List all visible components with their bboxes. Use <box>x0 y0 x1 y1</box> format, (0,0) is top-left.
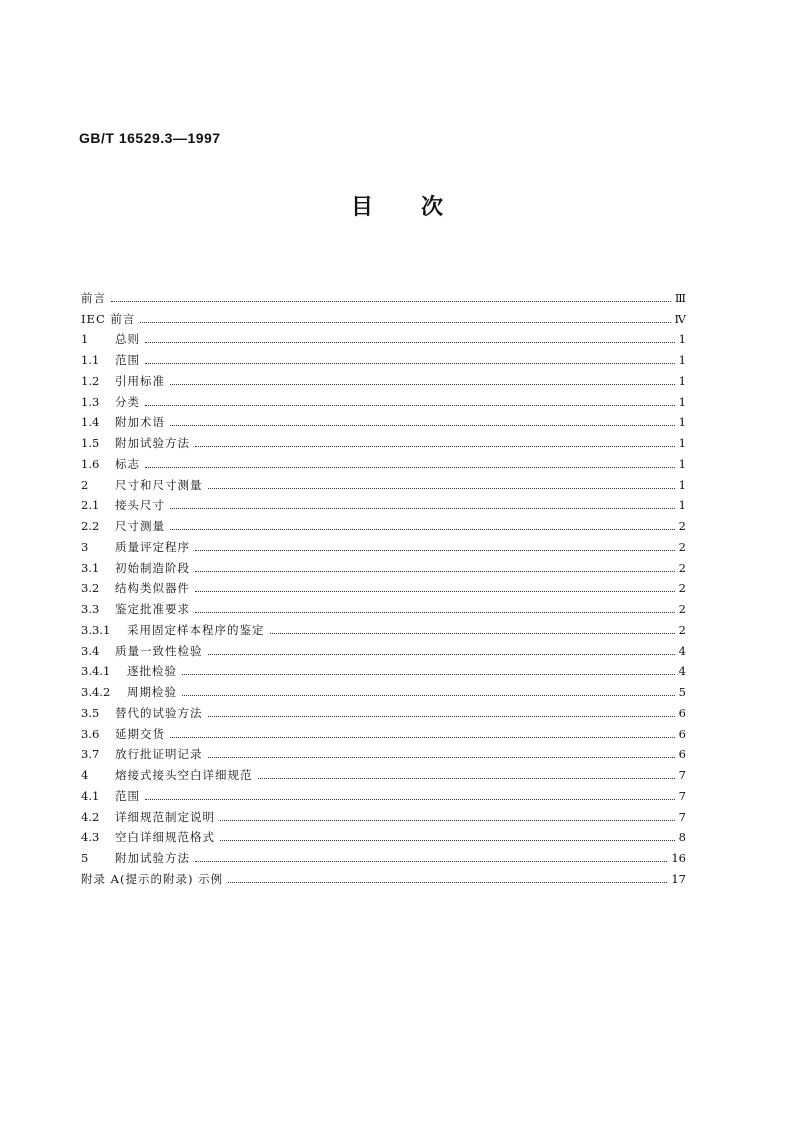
toc-entry[interactable] <box>81 678 686 699</box>
toc-entry-page: 1 <box>678 456 686 471</box>
toc-entry-label: 鉴定批准要求 <box>115 602 190 616</box>
toc-entry[interactable] <box>81 741 686 762</box>
dot-leader <box>170 737 675 738</box>
toc-entry-label: 前言 <box>81 290 106 305</box>
toc-entry-label: 质量评定程序 <box>115 539 190 554</box>
toc-entry-label: 采用固定样本程序的鉴定 <box>127 622 265 637</box>
toc-entry-number: 3.1 <box>81 560 100 575</box>
toc-entry-page: 7 <box>678 809 686 824</box>
toc-entry-page: 2 <box>678 602 686 616</box>
dot-leader <box>170 425 675 426</box>
toc-entry[interactable] <box>81 720 686 741</box>
toc-entry-label: 放行批证明记录 <box>115 747 203 762</box>
toc-entry-number: 1.1 <box>81 353 100 367</box>
toc-entry-number: 3.4.2 <box>81 685 111 699</box>
toc-entry[interactable] <box>81 367 686 388</box>
dot-leader <box>140 322 670 323</box>
toc-entry[interactable] <box>81 388 686 409</box>
dot-leader <box>270 633 675 634</box>
dot-leader <box>170 508 675 509</box>
dot-leader <box>170 384 675 385</box>
toc-entry-number: 3.3 <box>81 602 100 616</box>
toc-entry-label: 尺寸测量 <box>115 519 165 533</box>
toc-entry-label: 质量一致性检验 <box>115 643 203 658</box>
toc-entry-number: 4.2 <box>81 809 100 824</box>
toc-entry-number: 3.6 <box>81 726 100 741</box>
toc-entry-number: 1.5 <box>81 436 100 450</box>
toc-entry-page: 6 <box>678 705 686 720</box>
toc-entry-page: 5 <box>678 685 686 699</box>
toc-entry-label: 延期交货 <box>115 726 165 741</box>
dot-leader <box>208 757 675 758</box>
toc-entry-number: 3.2 <box>81 581 100 596</box>
dot-leader <box>195 861 667 862</box>
dot-leader <box>145 467 675 468</box>
toc-entry-label: 尺寸和尺寸测量 <box>115 477 203 492</box>
title-char-1: 目 <box>350 195 373 220</box>
toc-entry-number: 3.3.1 <box>81 622 111 637</box>
toc-entry-page: 17 <box>671 871 686 886</box>
toc-entry-number: 4.1 <box>81 788 100 803</box>
toc-entry-number: 1.2 <box>81 373 100 388</box>
dot-leader <box>220 820 675 821</box>
dot-leader <box>145 799 675 800</box>
dot-leader <box>182 695 675 696</box>
dot-leader <box>195 612 675 613</box>
toc-entry-page: Ⅳ <box>674 311 686 326</box>
toc-entry[interactable] <box>81 326 686 347</box>
toc-entry-number: 2.1 <box>81 498 100 513</box>
table-of-contents <box>81 284 686 886</box>
toc-entry[interactable] <box>81 824 686 845</box>
dot-leader <box>145 363 675 364</box>
toc-entry[interactable] <box>81 658 686 679</box>
dot-leader <box>111 301 671 302</box>
toc-entry-page: 2 <box>678 581 686 596</box>
toc-entry-page: 2 <box>678 560 686 575</box>
toc-entry-page: 1 <box>678 477 686 492</box>
dot-leader <box>228 882 667 883</box>
toc-entry-label: 附加术语 <box>115 415 165 430</box>
toc-entry[interactable] <box>81 305 686 326</box>
toc-entry-label: 范围 <box>115 788 140 803</box>
toc-entry[interactable] <box>81 865 686 886</box>
toc-entry-page: 2 <box>678 519 686 533</box>
toc-entry[interactable] <box>81 595 686 616</box>
toc-entry-label: 详细规范制定说明 <box>115 809 215 824</box>
toc-entry-page: 2 <box>678 622 686 637</box>
toc-entry[interactable] <box>81 512 686 533</box>
toc-entry-page: 1 <box>678 373 686 388</box>
dot-leader <box>195 446 675 447</box>
toc-entry-label: 分类 <box>115 394 140 409</box>
dot-leader <box>195 571 675 572</box>
toc-entry-number: 1.4 <box>81 415 100 430</box>
dot-leader <box>182 674 675 675</box>
dot-leader <box>195 550 675 551</box>
toc-entry-page: 4 <box>678 664 686 679</box>
toc-entry-number: 4 <box>81 768 89 782</box>
toc-entry-page: 6 <box>678 747 686 762</box>
toc-entry[interactable] <box>81 554 686 575</box>
toc-entry[interactable] <box>81 429 686 450</box>
toc-entry-page: 7 <box>678 788 686 803</box>
toc-entry[interactable] <box>81 450 686 471</box>
toc-entry-page: 7 <box>678 768 686 782</box>
toc-entry-label: 引用标准 <box>115 373 165 388</box>
toc-entry[interactable] <box>81 284 686 305</box>
toc-entry[interactable] <box>81 761 686 782</box>
toc-entry-label: 附加试验方法 <box>115 436 190 450</box>
toc-entry-number: 4.3 <box>81 830 100 845</box>
toc-entry-label: 替代的试验方法 <box>115 705 203 720</box>
toc-entry-label: 范围 <box>115 353 140 367</box>
toc-entry-number: 3.4 <box>81 643 100 658</box>
dot-leader <box>208 654 675 655</box>
toc-entry-number: 3.7 <box>81 747 100 762</box>
toc-entry-page: 1 <box>678 394 686 409</box>
toc-entry-page: 6 <box>678 726 686 741</box>
toc-entry-page: Ⅲ <box>674 290 686 305</box>
toc-entry-label: 初始制造阶段 <box>115 560 190 575</box>
dot-leader <box>195 591 675 592</box>
toc-entry[interactable] <box>81 409 686 430</box>
toc-entry-label: IEC 前言 <box>81 311 136 326</box>
dot-leader <box>145 405 675 406</box>
toc-entry[interactable] <box>81 471 686 492</box>
toc-entry-page: 1 <box>678 332 686 347</box>
toc-entry-label: 熔接式接头空白详细规范 <box>115 768 253 782</box>
toc-entry-page: 1 <box>678 436 686 450</box>
toc-entry-label: 附加试验方法 <box>115 851 190 865</box>
toc-entry-number: 1 <box>81 332 89 347</box>
dot-leader <box>258 778 675 779</box>
toc-entry[interactable] <box>81 346 686 367</box>
toc-entry-label: 附录 A(提示的附录) 示例 <box>81 871 224 886</box>
toc-entry[interactable] <box>81 575 686 596</box>
toc-entry[interactable] <box>81 492 686 513</box>
toc-entry-number: 2.2 <box>81 519 100 533</box>
toc-entry-label: 接头尺寸 <box>115 498 165 513</box>
toc-entry[interactable] <box>81 782 686 803</box>
toc-entry[interactable] <box>81 637 686 658</box>
dot-leader <box>170 529 675 530</box>
toc-entry-page: 1 <box>678 415 686 430</box>
standard-code: GB/T 16529.3—1997 <box>79 130 221 146</box>
toc-entry[interactable] <box>81 533 686 554</box>
toc-entry-number: 3.5 <box>81 705 100 720</box>
dot-leader <box>208 488 675 489</box>
toc-entry-label: 结构类似器件 <box>115 581 190 596</box>
toc-entry[interactable] <box>81 844 686 865</box>
toc-entry-page: 1 <box>678 353 686 367</box>
toc-entry-page: 1 <box>678 498 686 513</box>
toc-entry-number: 2 <box>81 477 89 492</box>
toc-entry-label: 周期检验 <box>127 685 177 699</box>
toc-entry-page: 16 <box>671 851 686 865</box>
toc-entry-number: 5 <box>81 851 89 865</box>
page-title <box>0 190 794 221</box>
toc-entry-number: 1.6 <box>81 456 100 471</box>
toc-entry-label: 空白详细规范格式 <box>115 830 215 845</box>
toc-entry-label: 逐批检验 <box>127 664 177 679</box>
toc-entry-number: 1.3 <box>81 394 100 409</box>
toc-entry[interactable] <box>81 803 686 824</box>
toc-entry-number: 3.4.1 <box>81 664 111 679</box>
toc-entry-number: 3 <box>81 539 89 554</box>
dot-leader <box>220 840 675 841</box>
toc-entry-page: 8 <box>678 830 686 845</box>
dot-leader <box>145 342 675 343</box>
toc-entry[interactable] <box>81 699 686 720</box>
dot-leader <box>208 716 675 717</box>
toc-entry[interactable] <box>81 616 686 637</box>
toc-entry-page: 2 <box>678 539 686 554</box>
toc-entry-label: 总则 <box>115 332 140 347</box>
toc-entry-page: 4 <box>678 643 686 658</box>
toc-entry-label: 标志 <box>115 456 140 471</box>
title-char-2: 次 <box>421 195 444 220</box>
